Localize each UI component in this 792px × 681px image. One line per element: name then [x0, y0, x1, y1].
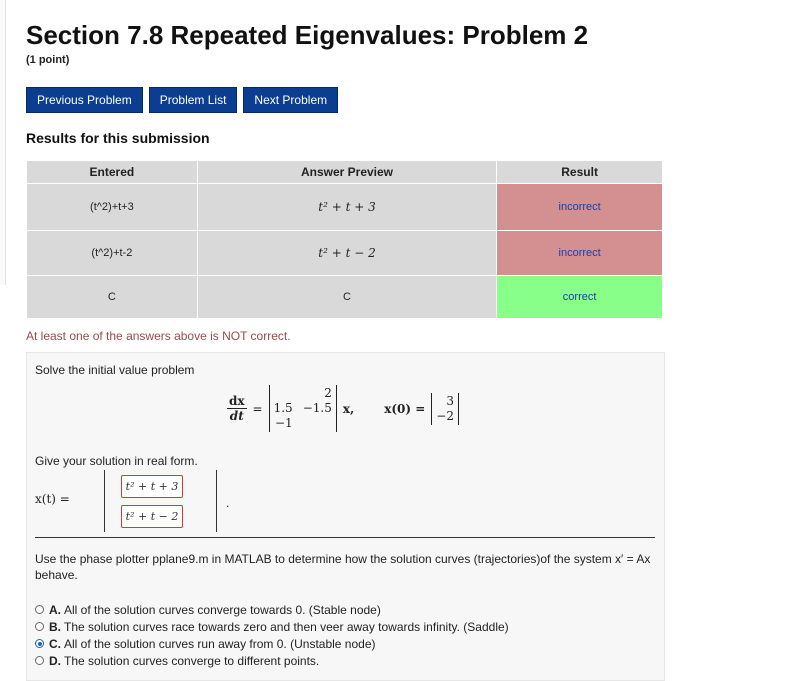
next-problem-button[interactable]: Next Problem	[243, 87, 338, 113]
left-panel-edge	[0, 0, 6, 285]
option-letter: A.	[49, 602, 61, 617]
matrix-entry: 1.5	[273, 401, 293, 415]
coefficient-matrix	[269, 385, 337, 432]
radio-button[interactable]	[35, 656, 44, 665]
problem-navigation	[26, 87, 338, 113]
incorrect-warning: At least one of the answers above is NOT correct.	[26, 329, 291, 343]
header-entered: Entered	[27, 161, 198, 184]
results-heading: Results for this submission	[26, 130, 210, 146]
entered-cell: (t^2)+t-2	[27, 231, 198, 276]
result-cell-incorrect: incorrect	[497, 231, 663, 276]
solution-label: x(t) =	[35, 492, 70, 506]
option-letter: B.	[49, 619, 61, 634]
solution-period: .	[226, 496, 230, 510]
table-row	[27, 184, 663, 231]
equals-sign: =	[252, 401, 263, 416]
radio-button[interactable]	[35, 605, 44, 614]
entered-cell: (t^2)+t+3	[27, 184, 198, 231]
point-value: (1 point)	[26, 54, 70, 66]
divider	[35, 537, 655, 538]
option-b[interactable]	[35, 618, 509, 635]
preview-cell	[197, 231, 496, 276]
option-text: All of the solution curves converge towards 0. (Stable node)	[64, 602, 381, 617]
derivative-denominator: dt	[229, 409, 244, 423]
problem-list-button[interactable]: Problem List	[149, 87, 238, 113]
initial-condition-label: x(0) =	[384, 401, 426, 416]
matrix-entry: −1	[275, 416, 293, 430]
option-c[interactable]	[35, 635, 509, 652]
option-a[interactable]	[35, 601, 509, 618]
preview-math: t² + t + 3	[318, 200, 376, 214]
problem-instruction: Solve the initial value problem	[35, 363, 195, 377]
radio-button[interactable]	[35, 622, 44, 631]
table-row	[27, 231, 663, 276]
derivative-fraction	[227, 394, 247, 423]
option-text: The solution curves converge to different points.	[64, 653, 320, 668]
phase-plotter-instruction: Use the phase plotter pplane9.m in MATLAB to determine how the solution curves (trajectories)of the system x′ = Ax behave.	[35, 552, 651, 582]
real-form-instruction: Give your solution in real form.	[35, 454, 198, 468]
result-cell-correct: correct	[497, 276, 663, 319]
option-letter: D.	[49, 653, 61, 668]
option-letter: C.	[49, 636, 61, 651]
previous-problem-button[interactable]: Previous Problem	[26, 87, 143, 113]
option-text: The solution curves race towards zero and then veer away towards infinity. (Saddle)	[64, 619, 509, 634]
matrix-entry: 2	[324, 386, 332, 400]
vector-entry: −2	[436, 408, 454, 423]
option-text: All of the solution curves run away from 0. (Unstable node)	[64, 636, 376, 651]
header-answer-preview: Answer Preview	[197, 161, 496, 184]
result-cell-incorrect: incorrect	[497, 184, 663, 231]
entered-cell: C	[27, 276, 198, 319]
preview-cell	[197, 184, 496, 231]
vector-entry: 3	[446, 393, 454, 408]
page-title: Section 7.8 Repeated Eigenvalues: Problem 2	[26, 20, 589, 50]
matrix-entry: −1.5	[302, 401, 332, 415]
state-vector: x,	[342, 401, 355, 416]
solution-input-1[interactable]: t² + t + 3	[121, 475, 183, 498]
preview-cell: C	[197, 276, 496, 319]
initial-vector	[431, 393, 459, 425]
ivp-equation	[227, 385, 459, 432]
problem-body	[26, 352, 665, 681]
solution-input-2[interactable]: t² + t − 2	[121, 505, 183, 528]
radio-button-selected[interactable]	[35, 639, 44, 648]
option-d[interactable]	[35, 652, 509, 669]
derivative-numerator: dx	[229, 394, 245, 408]
table-header-row	[27, 161, 663, 184]
table-row	[27, 276, 663, 319]
preview-math: t² + t − 2	[318, 246, 376, 260]
answer-options	[35, 601, 509, 669]
header-result: Result	[497, 161, 663, 184]
results-table	[26, 160, 663, 319]
